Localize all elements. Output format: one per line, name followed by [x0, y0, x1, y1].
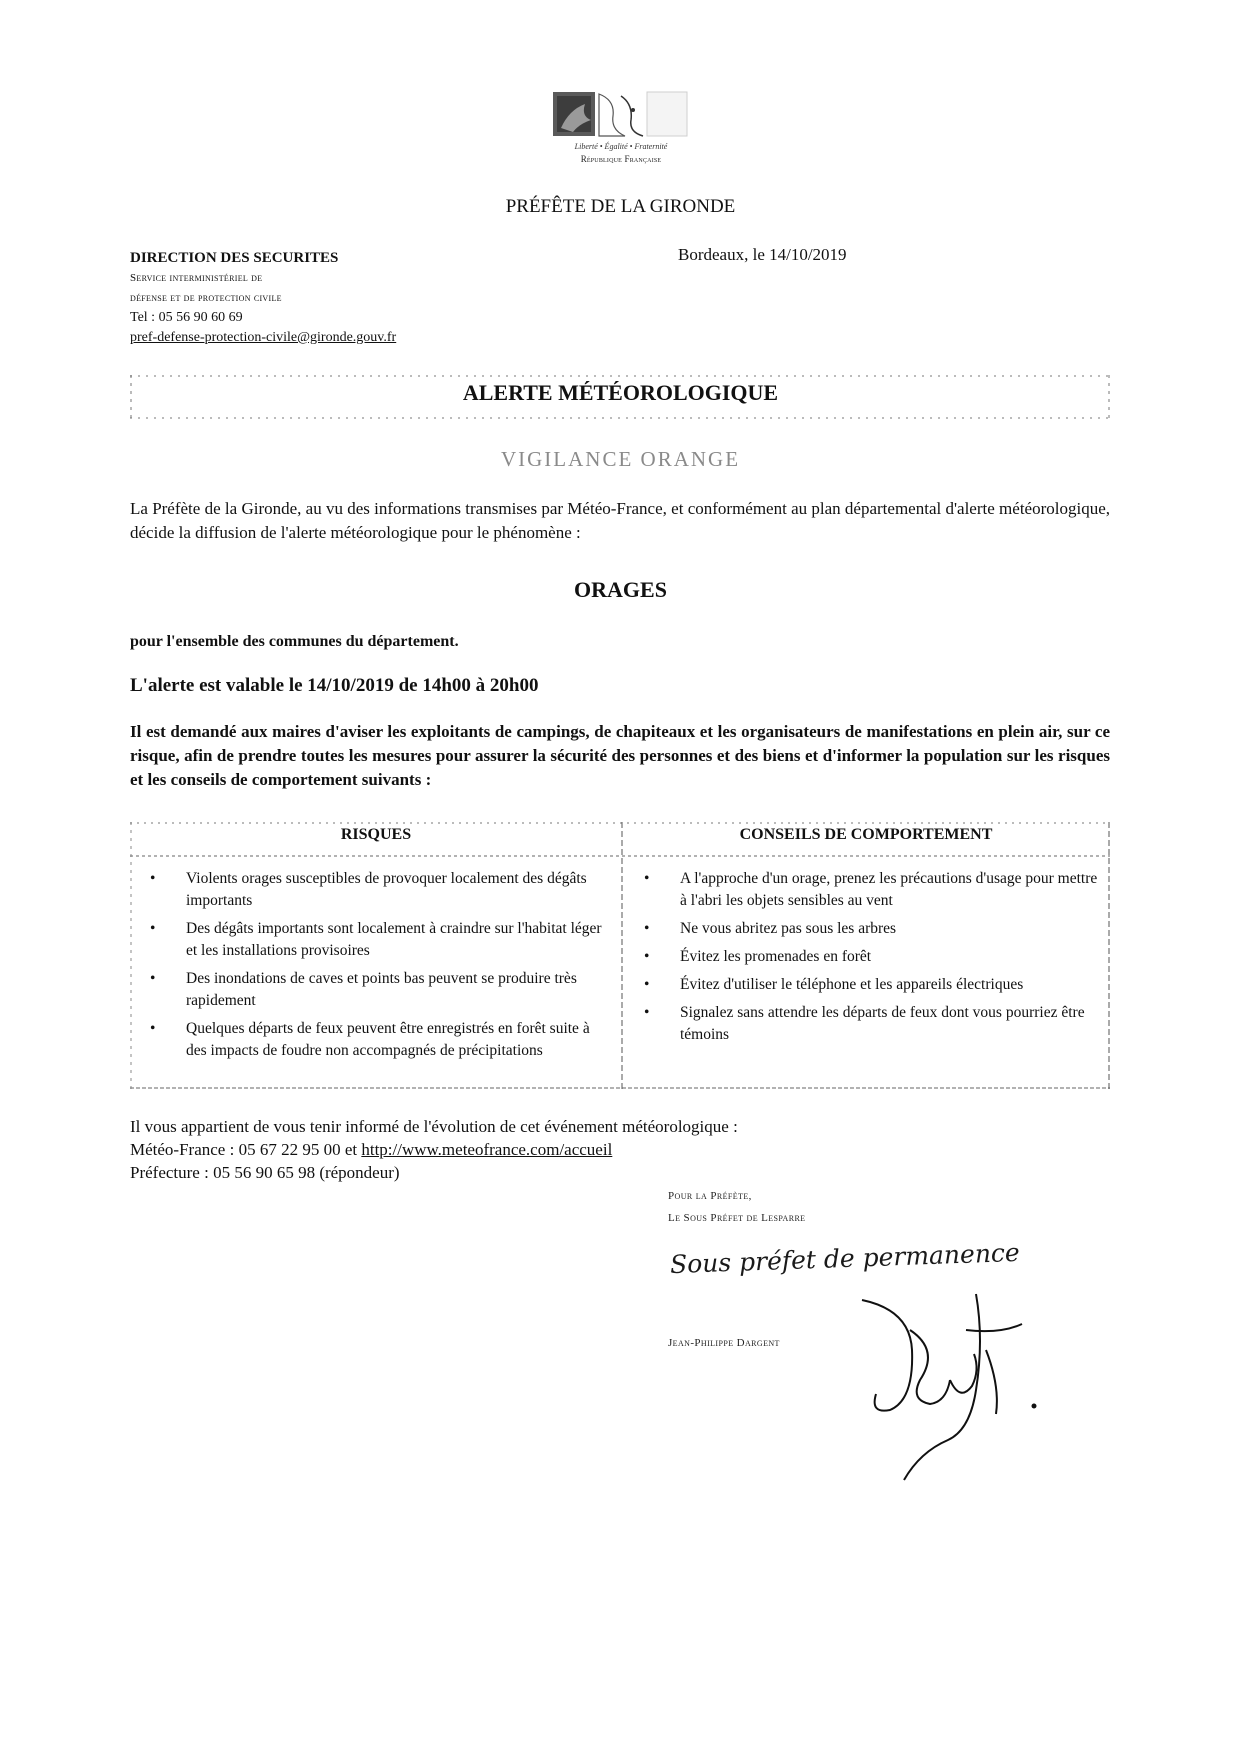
prefecture-title: PRÉFÊTE DE LA GIRONDE	[505, 196, 736, 217]
alert-title: ALERTE MÉTÉOROLOGIQUE	[462, 380, 779, 405]
service-line-1: Service interministériel de	[130, 272, 263, 284]
handwritten-note: Sous préfet de permanence	[669, 1237, 1021, 1280]
list-item: • Évitez les promenades en forêt	[644, 948, 872, 965]
phenomenon-title: ORAGES	[574, 577, 667, 602]
list-item: • Des inondations de caves et points bas peuvent se produire très rapidement	[150, 970, 577, 1009]
email-link[interactable]: pref-defense-protection-civile@gironde.gouv.fr	[130, 330, 397, 345]
republic-logo	[551, 90, 691, 170]
list-item: • Ne vous abritez pas sous les arbres	[644, 920, 897, 937]
marianne-logo-icon	[551, 90, 691, 140]
service-line-2: défense et de protection civile	[130, 292, 282, 304]
scope-text: pour l'ensemble des communes du département.	[130, 633, 459, 650]
vigilance-level: VIGILANCE ORANGE	[500, 447, 741, 471]
sender-block	[130, 248, 396, 348]
advice-table	[130, 822, 1110, 1090]
phone-number: Tel : 05 56 90 60 69	[130, 310, 243, 325]
validity-text: L'alerte est valable le 14/10/2019 de 14h00 à 20h00	[130, 675, 539, 696]
logo-motto: Liberté • Égalité • Fraternité	[574, 142, 668, 151]
signature-line-2: Le Sous Préfet de Lesparre	[668, 1212, 806, 1224]
meteofrance-link[interactable]: http://www.meteofrance.com/accueil	[361, 1140, 613, 1159]
list-item: • Des dégâts importants sont localement à craindre sur l'habitat léger et les installations provisoires	[150, 920, 602, 959]
meteo-contact: Météo-France : 05 67 22 95 00 et http://www.meteofrance.com/accueil	[130, 1140, 613, 1159]
followup-intro: Il vous appartient de vous tenir informé de l'évolution de cet événement météorologique :	[130, 1117, 738, 1136]
prefecture-contact: Préfecture : 05 56 90 65 98 (répondeur)	[130, 1163, 400, 1182]
request-paragraph: Il est demandé aux maires d'aviser les exploitants de campings, de chapiteaux et les organisateurs de manifestations en plein air, sur ce risque, afin de prendre toutes les mesures pour assurer la sécurité des personnes et des biens et d'informer la population sur les risques et les conseils de comportement suivants :	[130, 722, 1110, 789]
list-item: • Évitez d'utiliser le téléphone et les appareils électriques	[644, 976, 1024, 993]
logo-republic-text: République Française	[580, 154, 662, 164]
advice-header: CONSEILS DE COMPORTEMENT	[739, 826, 993, 843]
signatory-name: Jean-Philippe Dargent	[668, 1337, 780, 1349]
handwritten-signature-icon	[850, 1290, 1060, 1490]
risks-header: RISQUES	[340, 826, 412, 843]
direction-name: DIRECTION DES SECURITES	[130, 250, 339, 266]
risks-column	[140, 868, 610, 1068]
advice-column	[634, 868, 1100, 1052]
list-item: • Quelques départs de feux peuvent être enregistrés en forêt suite à des impacts de foudre non accompagnés de précipitations	[150, 1020, 590, 1059]
list-item: • A l'approche d'un orage, prenez les précautions d'usage pour mettre à l'abri les objets sensibles au vent	[644, 870, 1098, 909]
list-item: • Signalez sans attendre les départs de feux dont vous pourriez être témoins	[644, 1004, 1085, 1043]
followup-block	[130, 1115, 738, 1184]
intro-paragraph: La Préfète de la Gironde, au vu des informations transmises par Météo-France, et conformément au plan départemental d'alerte météorologique, décide la diffusion de l'alerte météorologique pour le phénomène :	[130, 499, 1110, 542]
list-item: • Violents orages susceptibles de provoquer localement des dégâts importants	[150, 870, 587, 909]
signature-line-1: Pour la Préfète,	[668, 1190, 752, 1202]
date-line: Bordeaux, le 14/10/2019	[678, 245, 847, 264]
